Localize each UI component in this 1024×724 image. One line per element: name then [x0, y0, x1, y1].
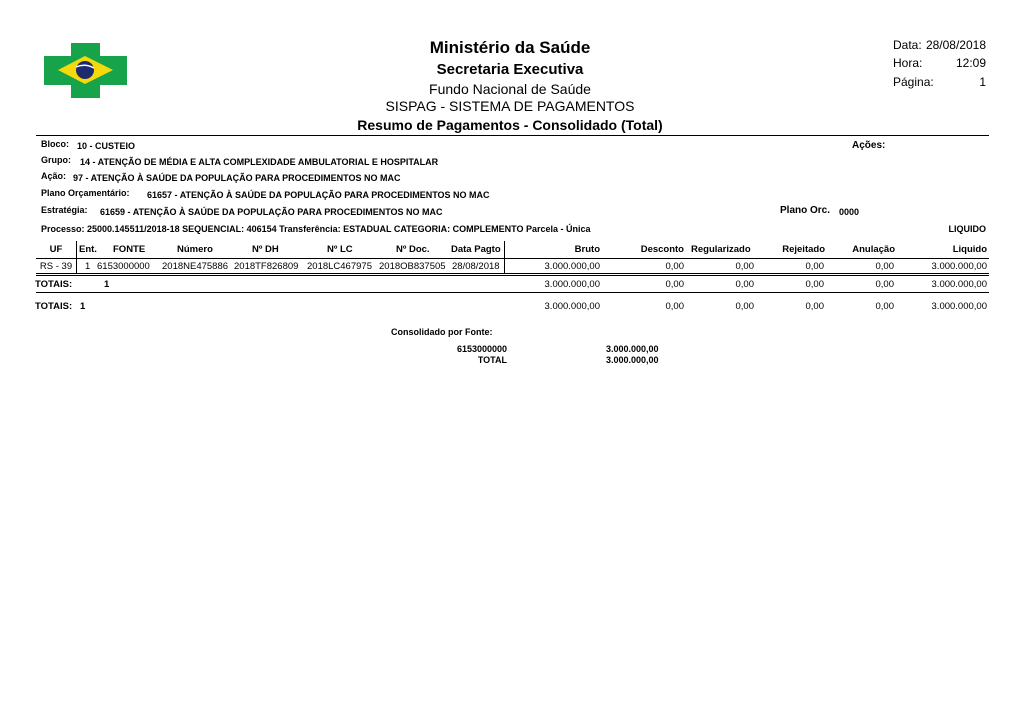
plano-orc-value: 0000 — [839, 207, 860, 217]
totals-desconto: 0,00 — [665, 279, 684, 290]
date-value: 28/08/2018 — [925, 38, 986, 52]
plano-orcamentario-value: 61657 - ATENÇÃO À SAÚDE DA POPULAÇÃO PARA PROCEDIMENTOS NO MAC — [147, 190, 490, 200]
row-divider — [36, 273, 989, 274]
date-label: Data: — [893, 38, 922, 52]
bloco-value: 10 - CUSTEIO — [77, 141, 136, 151]
time-label: Hora: — [893, 56, 923, 70]
col-fonte: FONTE — [113, 244, 146, 255]
col-ndh: Nº DH — [252, 244, 279, 255]
totals-regularizado: 0,00 — [735, 279, 754, 290]
cell-uf: RS - 39 — [39, 261, 73, 272]
col-desconto: Desconto — [640, 244, 684, 255]
totals-anulacao: 0,00 — [875, 279, 894, 290]
table-header-divider — [36, 258, 989, 259]
column-divider — [504, 241, 505, 273]
col-data-pagto: Data Pagto — [451, 244, 501, 255]
grand-totals-regularizado: 0,00 — [735, 301, 754, 312]
col-rejeitado: Rejeitado — [782, 244, 825, 255]
estrategia-value: 61659 - ATENÇÃO À SAÚDE DA POPULAÇÃO PARA PROCEDIMENTOS NO MAC — [100, 207, 443, 217]
consolidado-title: Consolidado por Fonte: — [391, 327, 493, 337]
cell-bruto: 3.000.000,00 — [544, 261, 600, 272]
cell-ndoc: 2018OB837505 — [379, 261, 446, 272]
cell-ent: 1 — [85, 261, 91, 272]
subtitle-sispag: SISPAG - SISTEMA DE PAGAMENTOS — [385, 98, 635, 114]
consolidado-fonte-value: 3.000.000,00 — [606, 344, 659, 354]
grupo-value: 14 - ATENÇÃO DE MÉDIA E ALTA COMPLEXIDADE AMBULATORIAL E HOSPITALAR — [80, 157, 439, 167]
plano-orc-label: Plano Orc. — [780, 205, 831, 216]
col-anulacao: Anulação — [852, 244, 895, 255]
page-value: 1 — [979, 75, 986, 89]
cell-desconto: 0,00 — [665, 261, 684, 272]
consolidado-fonte: 6153000000 — [456, 344, 507, 354]
time-value: 12:09 — [955, 56, 986, 70]
processo-line: Processo: 25000.145511/2018-18 SEQUENCIAL: 406154 Transferência: ESTADUAL CATEGORIA: COMPLEMENTO Parcela - Única — [41, 224, 591, 234]
cell-numero: 2018NE475886 — [162, 261, 229, 272]
col-numero: Número — [177, 244, 213, 255]
grand-totals-desconto: 0,00 — [665, 301, 684, 312]
ministerio-logo — [44, 43, 127, 98]
cell-regularizado: 0,00 — [735, 261, 754, 272]
totals-count: 1 — [104, 279, 110, 290]
cell-fonte: 6153000000 — [97, 261, 150, 272]
totals-divider — [36, 292, 989, 293]
totals-label: TOTAIS: — [35, 279, 73, 290]
cell-rejeitado: 0,00 — [805, 261, 824, 272]
totals-bruto: 3.000.000,00 — [544, 279, 600, 290]
col-bruto: Bruto — [574, 244, 600, 255]
subtitle-secretaria: Secretaria Executiva — [436, 61, 584, 78]
plano-orcamentario-label: Plano Orçamentário: — [41, 188, 130, 198]
grand-totals-anulacao: 0,00 — [875, 301, 894, 312]
grand-totals-count: 1 — [80, 301, 86, 312]
consolidado-total-value: 3.000.000,00 — [606, 355, 659, 365]
grand-totals-label: TOTAIS: — [35, 301, 73, 312]
grand-totals-bruto: 3.000.000,00 — [544, 301, 600, 312]
col-uf: UF — [49, 244, 63, 255]
cell-anulacao: 0,00 — [875, 261, 894, 272]
acoes-label: Ações: — [852, 140, 886, 151]
grupo-label: Grupo: — [41, 155, 71, 165]
column-divider — [76, 241, 77, 273]
page-title: Ministério da Saúde — [429, 38, 591, 57]
grand-totals-rejeitado: 0,00 — [805, 301, 824, 312]
page-label: Página: — [893, 75, 934, 89]
liquido-label: LIQUIDO — [948, 224, 986, 234]
totals-liquido: 3.000.000,00 — [931, 279, 987, 290]
subtitle-fundo: Fundo Nacional de Saúde — [429, 81, 591, 97]
col-nlc: Nº LC — [327, 244, 353, 255]
cell-liquido: 3.000.000,00 — [931, 261, 987, 272]
col-regularizado: Regularizado — [691, 244, 751, 255]
acao-value: 97 - ATENÇÃO À SAÚDE DA POPULAÇÃO PARA PROCEDIMENTOS NO MAC — [73, 173, 401, 183]
cell-ndh: 2018TF826809 — [234, 261, 299, 272]
consolidado-total-label: TOTAL — [477, 355, 507, 365]
bloco-label: Bloco: — [41, 139, 69, 149]
header-divider — [36, 135, 989, 136]
row-divider-double — [36, 275, 989, 276]
cell-data-pagto: 28/08/2018 — [452, 261, 500, 272]
estrategia-label: Estratégia: — [41, 205, 88, 215]
subtitle-resumo: Resumo de Pagamentos - Consolidado (Total) — [357, 117, 663, 133]
col-liquido: Liquido — [952, 244, 987, 255]
acao-label: Ação: — [41, 171, 67, 181]
col-ent: Ent. — [79, 244, 97, 255]
col-ndoc: Nº Doc. — [396, 244, 430, 255]
cell-nlc: 2018LC467975 — [307, 261, 372, 272]
grand-totals-liquido: 3.000.000,00 — [931, 301, 987, 312]
totals-rejeitado: 0,00 — [805, 279, 824, 290]
